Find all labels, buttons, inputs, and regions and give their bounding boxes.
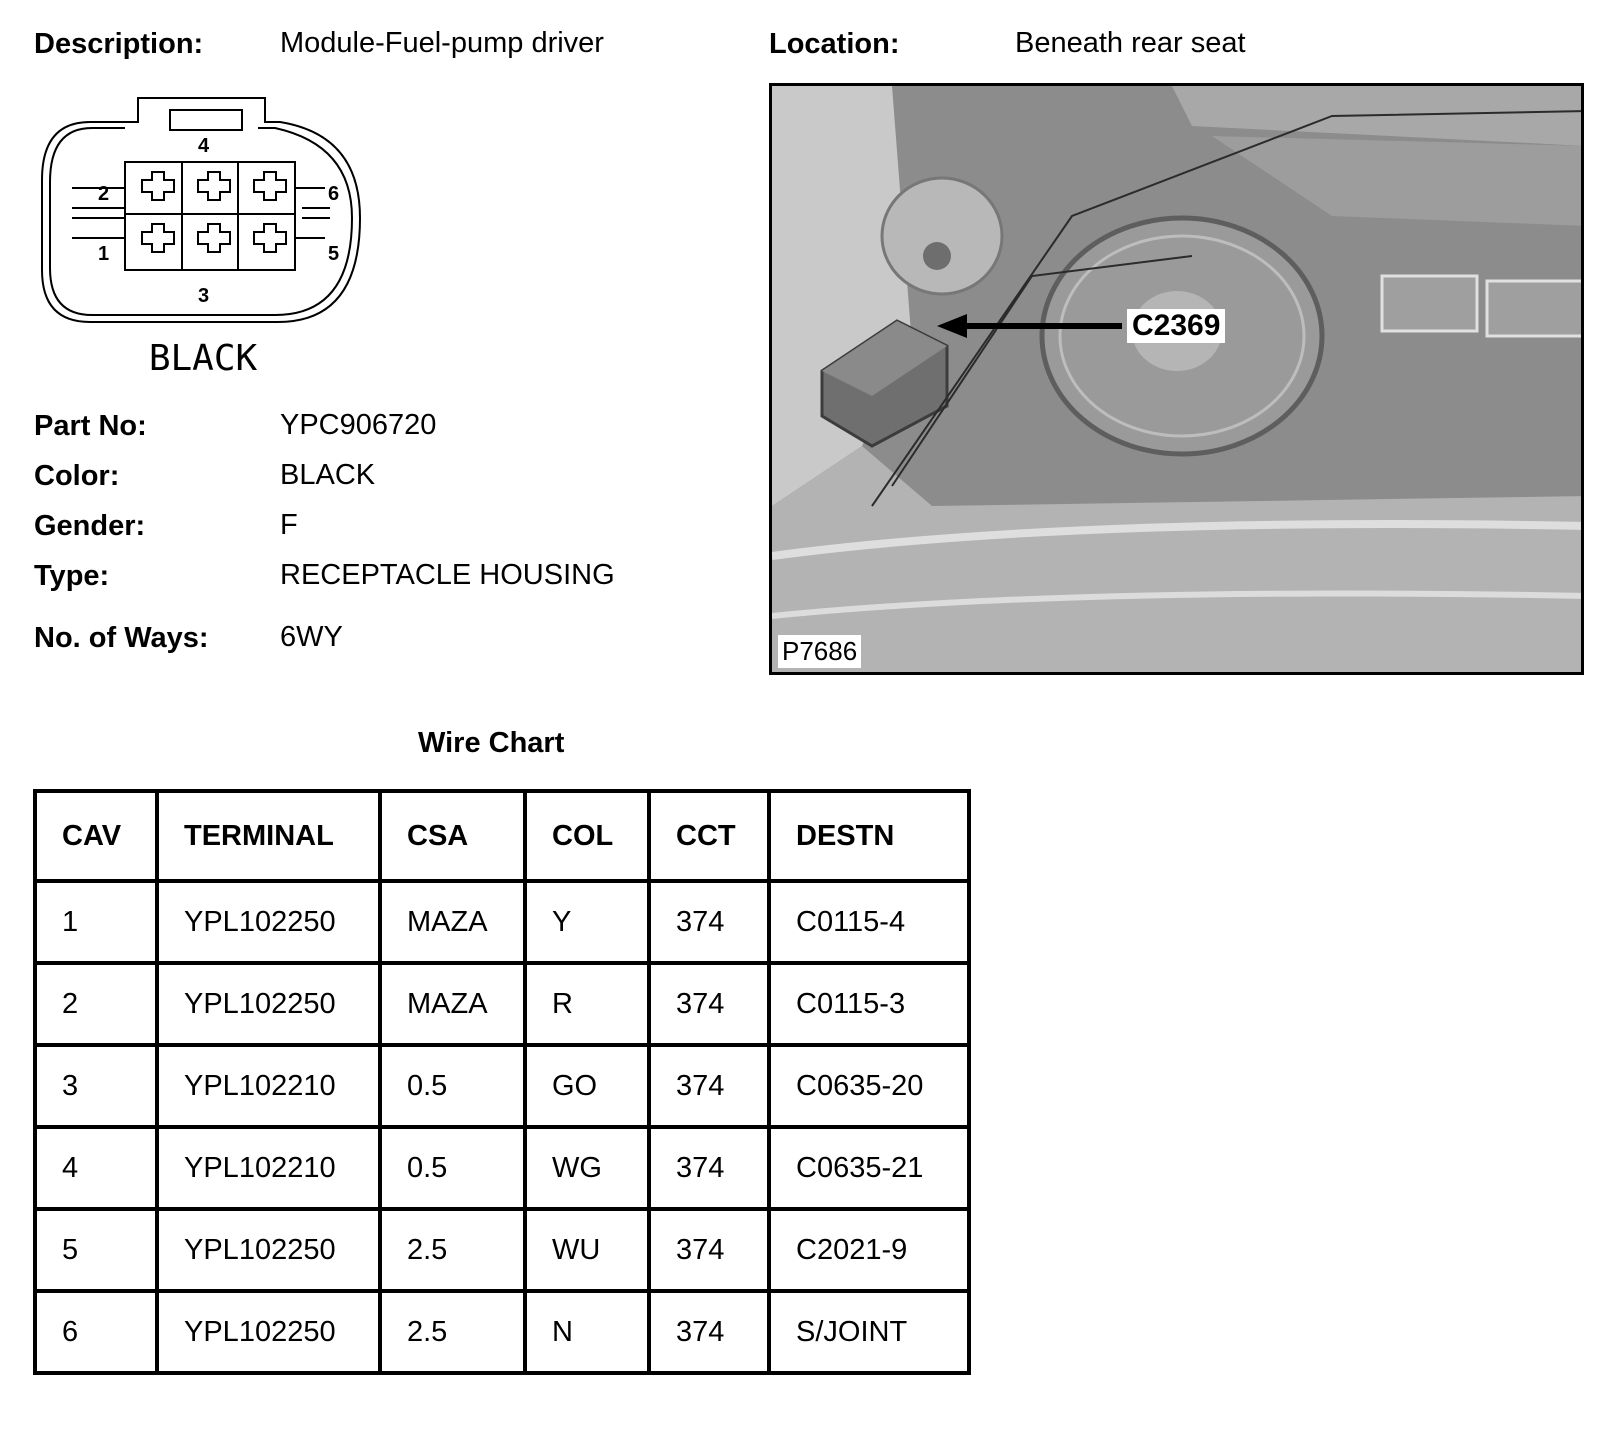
wire-chart-table [33,789,971,1375]
pin-label-4: 4 [198,135,210,157]
cell-destn: C0635-20 [769,1045,969,1127]
header-destn: DESTN [769,791,969,881]
table-row [35,1045,969,1127]
pin-label-6: 6 [328,183,340,205]
vehicle-floor-illustration [772,86,1584,675]
description-value: Module-Fuel-pump driver [280,27,604,59]
cell-terminal: YPL102250 [157,963,380,1045]
cell-destn: S/JOINT [769,1291,969,1373]
color-value: BLACK [280,459,376,491]
cell-cct: 374 [649,963,769,1045]
cell-terminal: YPL102250 [157,881,380,963]
ways-value: 6WY [280,621,343,653]
cell-terminal: YPL102250 [157,1209,380,1291]
table-header-row [35,791,969,881]
cell-cct: 374 [649,1209,769,1291]
header-cav: CAV [35,791,157,881]
cell-cav: 3 [35,1045,157,1127]
cell-col: N [525,1291,649,1373]
cell-cct: 374 [649,1045,769,1127]
table-row [35,963,969,1045]
connector-callout-label: C2369 [1127,309,1225,343]
cell-cct: 374 [649,1291,769,1373]
cell-col: WU [525,1209,649,1291]
cell-destn: C0635-21 [769,1127,969,1209]
header-csa: CSA [380,791,525,881]
table-row [35,881,969,963]
cell-csa: MAZA [380,963,525,1045]
header-col: COL [525,791,649,881]
cell-terminal: YPL102210 [157,1127,380,1209]
pin-label-5: 5 [328,243,340,265]
pin-label-3: 3 [198,285,210,307]
cell-cav: 2 [35,963,157,1045]
connector-color-caption: BLACK [148,338,258,379]
table-row [35,1291,969,1373]
location-photo [769,83,1584,675]
cell-destn: C2021-9 [769,1209,969,1291]
ways-label: No. of Ways: [34,622,209,654]
cell-cct: 374 [649,1127,769,1209]
cell-cav: 5 [35,1209,157,1291]
type-value: RECEPTACLE HOUSING [280,559,615,591]
header-terminal: TERMINAL [157,791,380,881]
cell-cav: 6 [35,1291,157,1373]
gender-value: F [280,509,298,541]
gender-label: Gender: [34,510,146,542]
pin-label-1: 1 [98,243,110,265]
location-label: Location: [769,28,900,60]
cell-csa: 0.5 [380,1127,525,1209]
cell-csa: MAZA [380,881,525,963]
cell-csa: 2.5 [380,1291,525,1373]
header-cct: CCT [649,791,769,881]
part-no-label: Part No: [34,410,147,442]
cell-cct: 374 [649,881,769,963]
cell-destn: C0115-3 [769,963,969,1045]
cell-csa: 2.5 [380,1209,525,1291]
cell-col: R [525,963,649,1045]
connector-face-diagram [30,90,375,390]
cell-col: Y [525,881,649,963]
cell-col: GO [525,1045,649,1127]
description-label: Description: [34,28,204,60]
color-label: Color: [34,460,120,492]
cell-terminal: YPL102250 [157,1291,380,1373]
part-no-value: YPC906720 [280,409,437,441]
cell-terminal: YPL102210 [157,1045,380,1127]
cell-cav: 1 [35,881,157,963]
location-value: Beneath rear seat [1015,27,1246,59]
pin-label-2: 2 [98,183,110,205]
cell-destn: C0115-4 [769,881,969,963]
wire-chart-title: Wire Chart [418,727,565,759]
cell-csa: 0.5 [380,1045,525,1127]
cell-col: WG [525,1127,649,1209]
cell-cav: 4 [35,1127,157,1209]
type-label: Type: [34,560,110,592]
table-row [35,1127,969,1209]
photo-reference-id: P7686 [778,635,861,668]
table-row [35,1209,969,1291]
